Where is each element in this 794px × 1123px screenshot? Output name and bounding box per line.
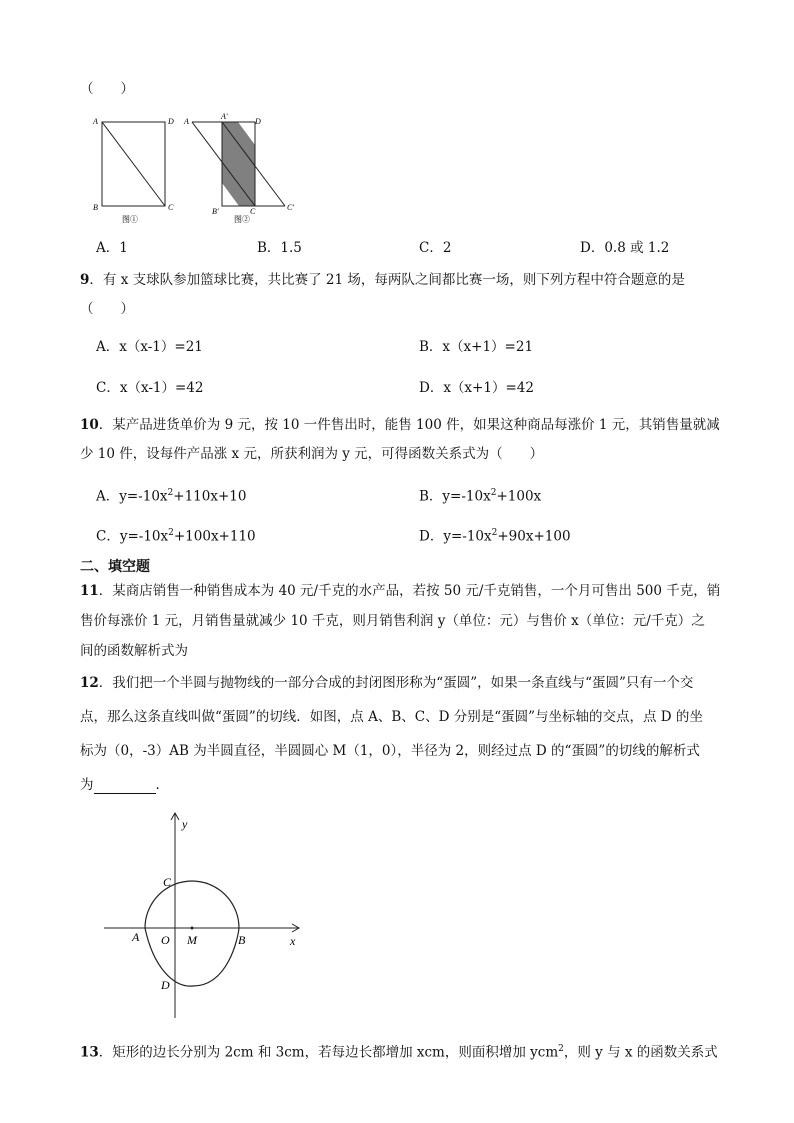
q12-line4-pre: 为 — [80, 777, 94, 793]
q10-option-b-post: +100x — [496, 488, 542, 505]
q10-option-d-sup: 2 — [491, 528, 498, 538]
q12-text-line4 — [80, 776, 169, 794]
q9-option-c: C．x（x-1）=42 — [96, 380, 204, 396]
fig2-label-a-prime: A' — [221, 112, 228, 121]
q10-option-d-post: +90x+100 — [497, 528, 571, 545]
q12-text-line1: ．我们把一个半圆与抛物线的一部分合成的封闭图形称为“蛋圆”，如果一条直线与“蛋圆”只有一个交 — [98, 675, 694, 691]
q10-option-b-sup: 2 — [490, 488, 497, 498]
q11-text-line1: ．某商店销售一种销售成本为 40 元/千克的水产品，若按 50 元/千克销售，一个月可售出 500 千克，销 — [98, 583, 721, 599]
label-m: M — [187, 933, 197, 947]
q10-option-b — [419, 484, 541, 506]
q10-option-c-pre: C．y=-10x — [96, 528, 169, 545]
q12-number: 12 — [80, 675, 99, 691]
q8-answer-paren: （ ） — [80, 81, 134, 97]
q10-stem-line1 — [80, 416, 720, 434]
semicircle-curve — [145, 881, 239, 928]
q11-number: 11 — [80, 583, 99, 599]
q10-number: 10 — [80, 417, 99, 433]
label-b: B — [238, 933, 246, 947]
fig2-label-c: C — [250, 207, 256, 216]
q10-option-a-post: +110x+10 — [173, 488, 247, 505]
q9-text: ．有 x 支球队参加篮球比赛，共比赛了 21 场，每两队之间都比赛一场，则下列方程中符合题意的是 — [89, 272, 685, 288]
fig1-label-c: C — [168, 203, 174, 212]
fig2-label-c-prime: C' — [287, 203, 295, 212]
q8-option-c: C．2 — [419, 240, 452, 256]
q10-option-c-sup: 2 — [168, 528, 174, 538]
q9-stem — [80, 271, 685, 289]
q10-option-a-pre: A．y=-10x — [96, 488, 168, 505]
q12-line4-post: ． — [155, 777, 169, 793]
fig2-label-b-prime: B' — [212, 207, 219, 216]
q10-option-d — [419, 524, 571, 546]
fig2-label-d: D — [255, 117, 261, 126]
q9-paren: （ ） — [80, 301, 134, 317]
q10-option-c-post: +100x+110 — [173, 528, 256, 545]
egg-circle-figure — [98, 808, 318, 1023]
q13-text-post: ，则 y 与 x 的函数关系式 — [563, 1044, 718, 1061]
q10-option-c — [96, 524, 256, 546]
label-a: A — [132, 930, 140, 944]
label-o: O — [161, 933, 170, 947]
q8-option-a: A．1 — [96, 240, 128, 256]
q8-figures — [88, 110, 308, 230]
q11-text-line2: 售价每涨价 1 元，月销售量就减少 10 千克，则月销售利润 y（单位：元）与售价 x（单位：元/千克）之 — [80, 613, 705, 629]
q8-option-b: B．1.5 — [257, 240, 302, 256]
q11-stem-line1 — [80, 582, 720, 600]
label-x: x — [290, 934, 296, 948]
q10-text-line1: ．某产品进货单价为 9 元，按 10 一件售出时，能售 100 件，如果这种商品每涨价 1 元，其销售量就减 — [98, 417, 720, 433]
q13-sup: 2 — [558, 1044, 564, 1054]
fig2-shaded-region — [222, 122, 255, 206]
fig1-caption: 图① — [122, 215, 138, 224]
fig1-diagonal — [102, 122, 165, 206]
fig1-label-d: D — [168, 117, 174, 126]
q13-stem — [80, 1040, 718, 1062]
q10-option-d-pre: D．y=-10x — [419, 528, 492, 545]
q9-option-d: D．x（x+1）=42 — [419, 380, 534, 396]
q11-text-line3: 间的函数解析式为 — [80, 643, 188, 659]
q12-text-line3: 标为（0，-3）AB 为半圆直径，半圆圆心 M（1，0），半径为 2，则经过点 D 的“蛋圆”的切线的解析式 — [80, 743, 700, 759]
q10-text-line2: 少 10 件，设每件产品涨 x 元，所获利润为 y 元，可得函数关系式为（ ） — [80, 446, 544, 462]
label-c: C — [163, 875, 172, 889]
q8-option-d: D．0.8 或 1.2 — [580, 240, 670, 256]
q9-number: 9 — [80, 272, 90, 288]
label-y: y — [182, 817, 188, 831]
fig2-label-a: A — [184, 117, 189, 126]
q13-text-pre: ．矩形的边长分别为 2cm 和 3cm，若每边长都增加 xcm，则面积增加 ycm — [98, 1044, 559, 1061]
q13-number: 13 — [80, 1044, 99, 1061]
label-d: D — [161, 978, 170, 992]
q10-option-a-sup: 2 — [167, 488, 174, 498]
q9-option-b: B．x（x+1）=21 — [419, 339, 534, 355]
q10-option-a — [96, 484, 246, 506]
q12-stem-line1 — [80, 674, 693, 692]
fig1-label-b: B — [93, 203, 98, 212]
section-heading-fill-in: 二、填空题 — [80, 559, 150, 575]
fig1-label-a: A — [93, 117, 98, 126]
point-m-dot — [191, 927, 194, 930]
q9-option-a: A．x（x-1）=21 — [96, 339, 203, 355]
q12-text-line2: 点，那么这条直线叫做“蛋圆”的切线．如图，点 A、B、C、D 分别是“蛋圆”与坐标轴的交点，点 D 的坐 — [80, 709, 703, 725]
fig2-caption: 图② — [234, 215, 250, 224]
q10-option-b-pre: B．y=-10x — [419, 488, 491, 505]
q12-answer-blank[interactable] — [94, 779, 156, 794]
